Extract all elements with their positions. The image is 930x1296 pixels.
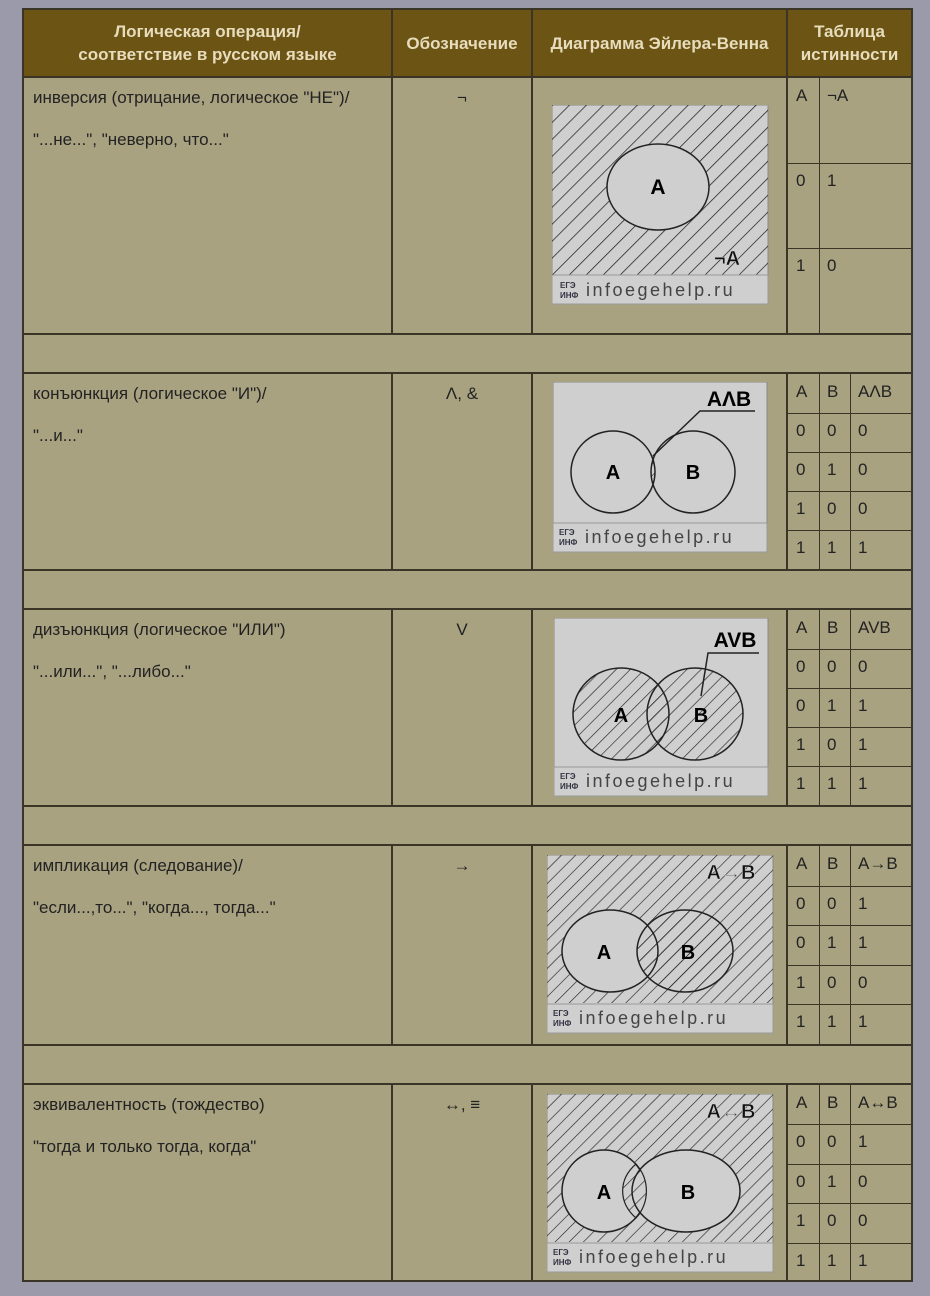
operation-phrase: "...и..." (33, 426, 83, 445)
truth-table (788, 374, 911, 569)
truth-value: 1 (796, 1211, 806, 1230)
truth-value: 1 (796, 538, 806, 557)
truth-value: 0 (858, 1172, 868, 1191)
operation-name: эквивалентность (тождество) (33, 1095, 265, 1114)
header-truth-table (788, 10, 911, 76)
truth-header: AΛB (858, 382, 893, 401)
truth-header: A (796, 854, 808, 873)
truth-value: 0 (827, 894, 837, 913)
header-symbol: Обозначение (393, 10, 533, 76)
truth-value: 0 (827, 1211, 837, 1230)
operation-cell (24, 374, 393, 569)
table-row-disjunction (24, 608, 911, 805)
watermark-logo-bottom: ИНФ (553, 1258, 572, 1267)
truth-value: 1 (858, 933, 868, 952)
truth-value: 0 (827, 421, 837, 440)
header-truth-line2: истинности (800, 45, 899, 64)
truth-value: 0 (796, 460, 806, 479)
truth-value: 1 (796, 499, 806, 518)
truth-table-cell (788, 1085, 911, 1282)
operation-cell (24, 1085, 393, 1282)
truth-table (788, 610, 911, 805)
diagram-cell (533, 1085, 788, 1282)
operation-cell (24, 78, 393, 333)
venn-diagram-equivalence (547, 1094, 775, 1274)
truth-header-not-a: ¬A (827, 86, 849, 105)
row-separator (24, 1044, 911, 1083)
truth-value: 1 (827, 1012, 837, 1031)
truth-header: B (827, 618, 839, 637)
circle-b-label: B (680, 942, 696, 964)
truth-value: 0 (827, 499, 837, 518)
truth-value: 1 (858, 894, 868, 913)
row-separator (24, 333, 911, 372)
truth-value: 1 (796, 973, 806, 992)
truth-value: 1 (858, 1132, 868, 1151)
truth-value: 0 (796, 1172, 806, 1191)
truth-value: 0 (796, 657, 806, 676)
result-label: AVB (713, 629, 757, 652)
watermark-text: infoegehelp.ru (586, 280, 736, 300)
venn-diagram-conjunction (553, 382, 769, 554)
watermark-logo-top: ЕГЭ (553, 1248, 569, 1257)
operation-name: конъюнкция (логическое "И")/ (33, 384, 267, 403)
truth-value: 0 (827, 657, 837, 676)
truth-value: 1 (827, 1251, 837, 1270)
circle-a-label: A (605, 462, 621, 484)
truth-value: 1 (858, 696, 868, 715)
truth-header: B (827, 1093, 839, 1112)
diagram-cell (533, 78, 788, 333)
truth-value: 1 (796, 1251, 806, 1270)
truth-value: 1 (827, 460, 837, 479)
table-row-inversion (24, 76, 911, 333)
watermark-logo-bottom: ИНФ (560, 291, 579, 300)
watermark-text: infoegehelp.ru (579, 1008, 729, 1028)
truth-header: A→B (858, 854, 898, 873)
truth-value: 1 (858, 538, 868, 557)
operation-name: инверсия (отрицание, логическое "НЕ")/ (33, 88, 350, 107)
truth-value: 1 (796, 1012, 806, 1031)
table-row-equivalence (24, 1083, 911, 1282)
venn-diagram-implication (547, 855, 775, 1035)
truth-value: 0 (827, 973, 837, 992)
watermark-text: infoegehelp.ru (586, 771, 736, 791)
circle-b-label: B (680, 1182, 696, 1204)
watermark-logo-bottom: ИНФ (559, 538, 578, 547)
truth-value: 1 (858, 774, 868, 793)
header-diagram: Диаграмма Эйлера-Венна (533, 10, 788, 76)
result-label: A→B (706, 862, 756, 884)
truth-value: 1 (796, 774, 806, 793)
diagram-cell (533, 846, 788, 1044)
truth-header: A (796, 618, 808, 637)
header-operation-line1: Логическая операция/ (114, 22, 301, 41)
table-header (24, 10, 911, 76)
watermark-logo-bottom: ИНФ (553, 1019, 572, 1028)
truth-value: 1 (827, 1172, 837, 1191)
truth-value: 0 (858, 657, 868, 676)
watermark-logo-top: ЕГЭ (560, 281, 576, 290)
watermark-logo-top: ЕГЭ (559, 528, 575, 537)
truth-table (788, 1085, 911, 1282)
circle-a-label: A (613, 705, 629, 727)
symbol-cell: ¬ (393, 78, 533, 333)
watermark-logo-top: ЕГЭ (553, 1009, 569, 1018)
symbol-cell: → (393, 846, 533, 1044)
truth-value: 1 (858, 735, 868, 754)
operation-cell (24, 610, 393, 805)
truth-header: B (827, 382, 839, 401)
truth-value: 1 (796, 256, 806, 275)
truth-value: 1 (827, 696, 837, 715)
truth-header: A (796, 1093, 808, 1112)
operation-phrase: "тогда и только тогда, когда" (33, 1137, 257, 1156)
venn-diagram-negation (552, 105, 770, 306)
truth-value: 1 (827, 933, 837, 952)
truth-header: A (796, 382, 808, 401)
operation-name: дизъюнкция (логическое "ИЛИ") (33, 620, 286, 639)
truth-table-cell (788, 78, 911, 333)
header-operation-line2: соответствие в русском языке (78, 45, 337, 64)
truth-value: 0 (827, 256, 837, 275)
truth-table-cell (788, 374, 911, 569)
truth-value: 0 (858, 973, 868, 992)
circle-a-label: A (650, 176, 666, 199)
result-label: ¬A (713, 248, 741, 270)
truth-value: 0 (827, 735, 837, 754)
result-label: A↔B (706, 1101, 756, 1123)
truth-value: 1 (827, 171, 837, 190)
truth-value: 1 (858, 1012, 868, 1031)
symbol-cell: ↔, ≡ (393, 1085, 533, 1282)
truth-value: 1 (796, 735, 806, 754)
header-operation (24, 10, 393, 76)
symbol-cell: Λ, & (393, 374, 533, 569)
operation-cell (24, 846, 393, 1044)
watermark-logo-top: ЕГЭ (560, 772, 576, 781)
row-separator (24, 569, 911, 608)
result-label: AΛB (706, 388, 752, 411)
circle-a-label: A (596, 942, 612, 964)
truth-table (788, 78, 911, 333)
truth-value: 0 (796, 696, 806, 715)
truth-table-cell (788, 846, 911, 1044)
truth-header-a: A (796, 86, 808, 105)
operation-name: импликация (следование)/ (33, 856, 243, 875)
truth-value: 1 (827, 538, 837, 557)
truth-value: 0 (827, 1132, 837, 1151)
operation-phrase: "...не...", "неверно, что..." (33, 130, 229, 149)
truth-value: 0 (858, 1211, 868, 1230)
symbol-cell: V (393, 610, 533, 805)
row-separator (24, 805, 911, 844)
truth-value: 0 (858, 499, 868, 518)
truth-value: 0 (796, 421, 806, 440)
table-row-implication (24, 844, 911, 1044)
operation-phrase: "если...,то...", "когда..., тогда..." (33, 898, 276, 917)
operation-phrase: "...или...", "...либо..." (33, 662, 191, 681)
truth-value: 0 (796, 171, 806, 190)
truth-value: 1 (858, 1251, 868, 1270)
truth-value: 0 (858, 460, 868, 479)
header-truth-line1: Таблица (814, 22, 885, 41)
table-row-conjunction (24, 372, 911, 569)
circle-a-label: A (596, 1182, 612, 1204)
truth-header: B (827, 854, 839, 873)
truth-table-cell (788, 610, 911, 805)
truth-header: A↔B (858, 1093, 898, 1112)
truth-value: 0 (858, 421, 868, 440)
circle-b-label: B (685, 462, 701, 484)
truth-table (788, 846, 911, 1044)
watermark-text: infoegehelp.ru (585, 527, 735, 547)
truth-value: 0 (796, 1132, 806, 1151)
watermark-text: infoegehelp.ru (579, 1247, 729, 1267)
watermark-logo-bottom: ИНФ (560, 782, 579, 791)
circle-b-label: B (693, 705, 709, 727)
truth-value: 1 (827, 774, 837, 793)
truth-value: 0 (796, 894, 806, 913)
diagram-cell (533, 610, 788, 805)
truth-header: AVB (858, 618, 891, 637)
logic-operations-table (22, 8, 913, 1282)
truth-value: 0 (796, 933, 806, 952)
venn-diagram-disjunction (554, 618, 770, 798)
diagram-cell (533, 374, 788, 569)
